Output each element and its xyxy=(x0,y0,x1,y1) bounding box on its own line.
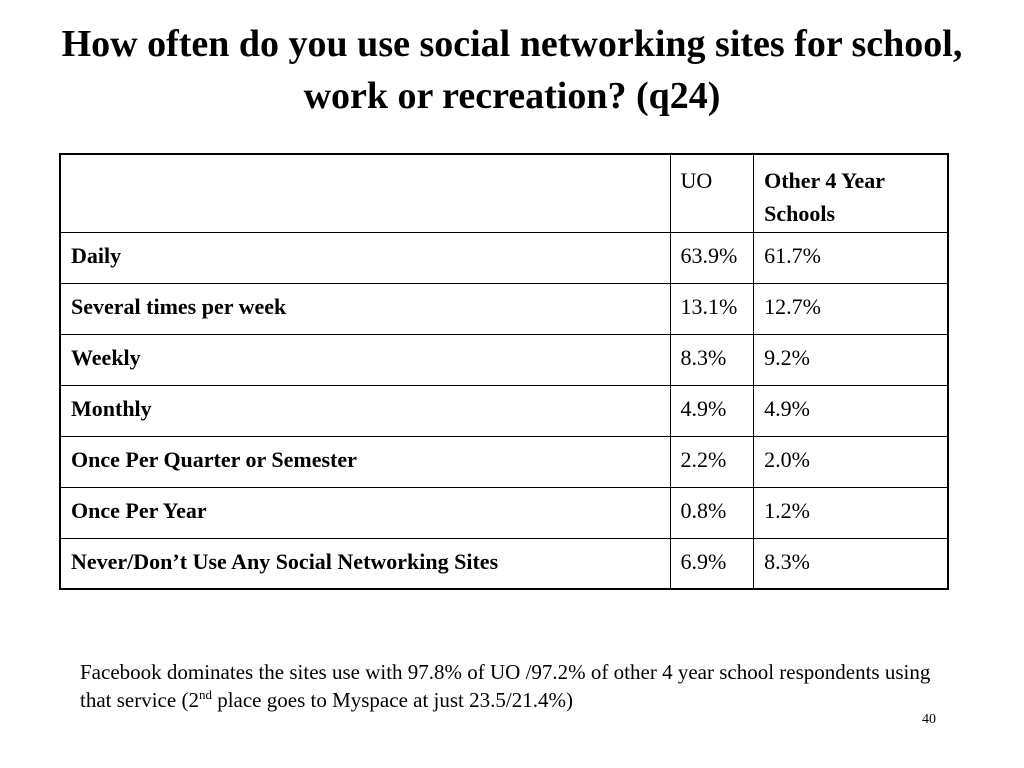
header-uo: UO xyxy=(670,154,754,232)
table-header-row xyxy=(60,154,948,232)
uo-value: 6.9% xyxy=(670,538,754,589)
footnote-text-end: place goes to Myspace at just 23.5/21.4%) xyxy=(211,688,573,712)
uo-value: 8.3% xyxy=(670,334,754,385)
uo-value: 2.2% xyxy=(670,436,754,487)
table-row xyxy=(60,436,948,487)
other-value: 61.7% xyxy=(754,232,948,283)
header-label-cell xyxy=(60,154,670,232)
footnote-superscript: nd xyxy=(198,687,212,702)
table-row xyxy=(60,385,948,436)
uo-value: 4.9% xyxy=(670,385,754,436)
row-label: Never/Don’t Use Any Social Networking Sites xyxy=(60,538,670,589)
row-label: Daily xyxy=(60,232,670,283)
table-row xyxy=(60,283,948,334)
other-value: 1.2% xyxy=(754,487,948,538)
frequency-table xyxy=(59,153,949,590)
other-value: 9.2% xyxy=(754,334,948,385)
other-value: 12.7% xyxy=(754,283,948,334)
row-label: Weekly xyxy=(60,334,670,385)
table-row xyxy=(60,487,948,538)
page-number: 40 xyxy=(922,712,936,727)
uo-value: 13.1% xyxy=(670,283,754,334)
other-value: 4.9% xyxy=(754,385,948,436)
footnote xyxy=(80,658,960,714)
slide-title: How often do you use social networking sites for school, work or recreation? (q24) xyxy=(61,23,963,117)
uo-value: 63.9% xyxy=(670,232,754,283)
header-other-schools: Other 4 Year Schools xyxy=(754,154,948,232)
row-label: Monthly xyxy=(60,385,670,436)
row-label: Several times per week xyxy=(60,283,670,334)
other-value: 8.3% xyxy=(754,538,948,589)
other-value: 2.0% xyxy=(754,436,948,487)
row-label: Once Per Quarter or Semester xyxy=(60,436,670,487)
row-label: Once Per Year xyxy=(60,487,670,538)
uo-value: 0.8% xyxy=(670,487,754,538)
table-row xyxy=(60,538,948,589)
table-row xyxy=(60,232,948,283)
table-row xyxy=(60,334,948,385)
footnote-text: Facebook dominates the sites use with 97.8% of UO /97.2% of other 4 year school respondents using that service (2 xyxy=(80,660,931,712)
